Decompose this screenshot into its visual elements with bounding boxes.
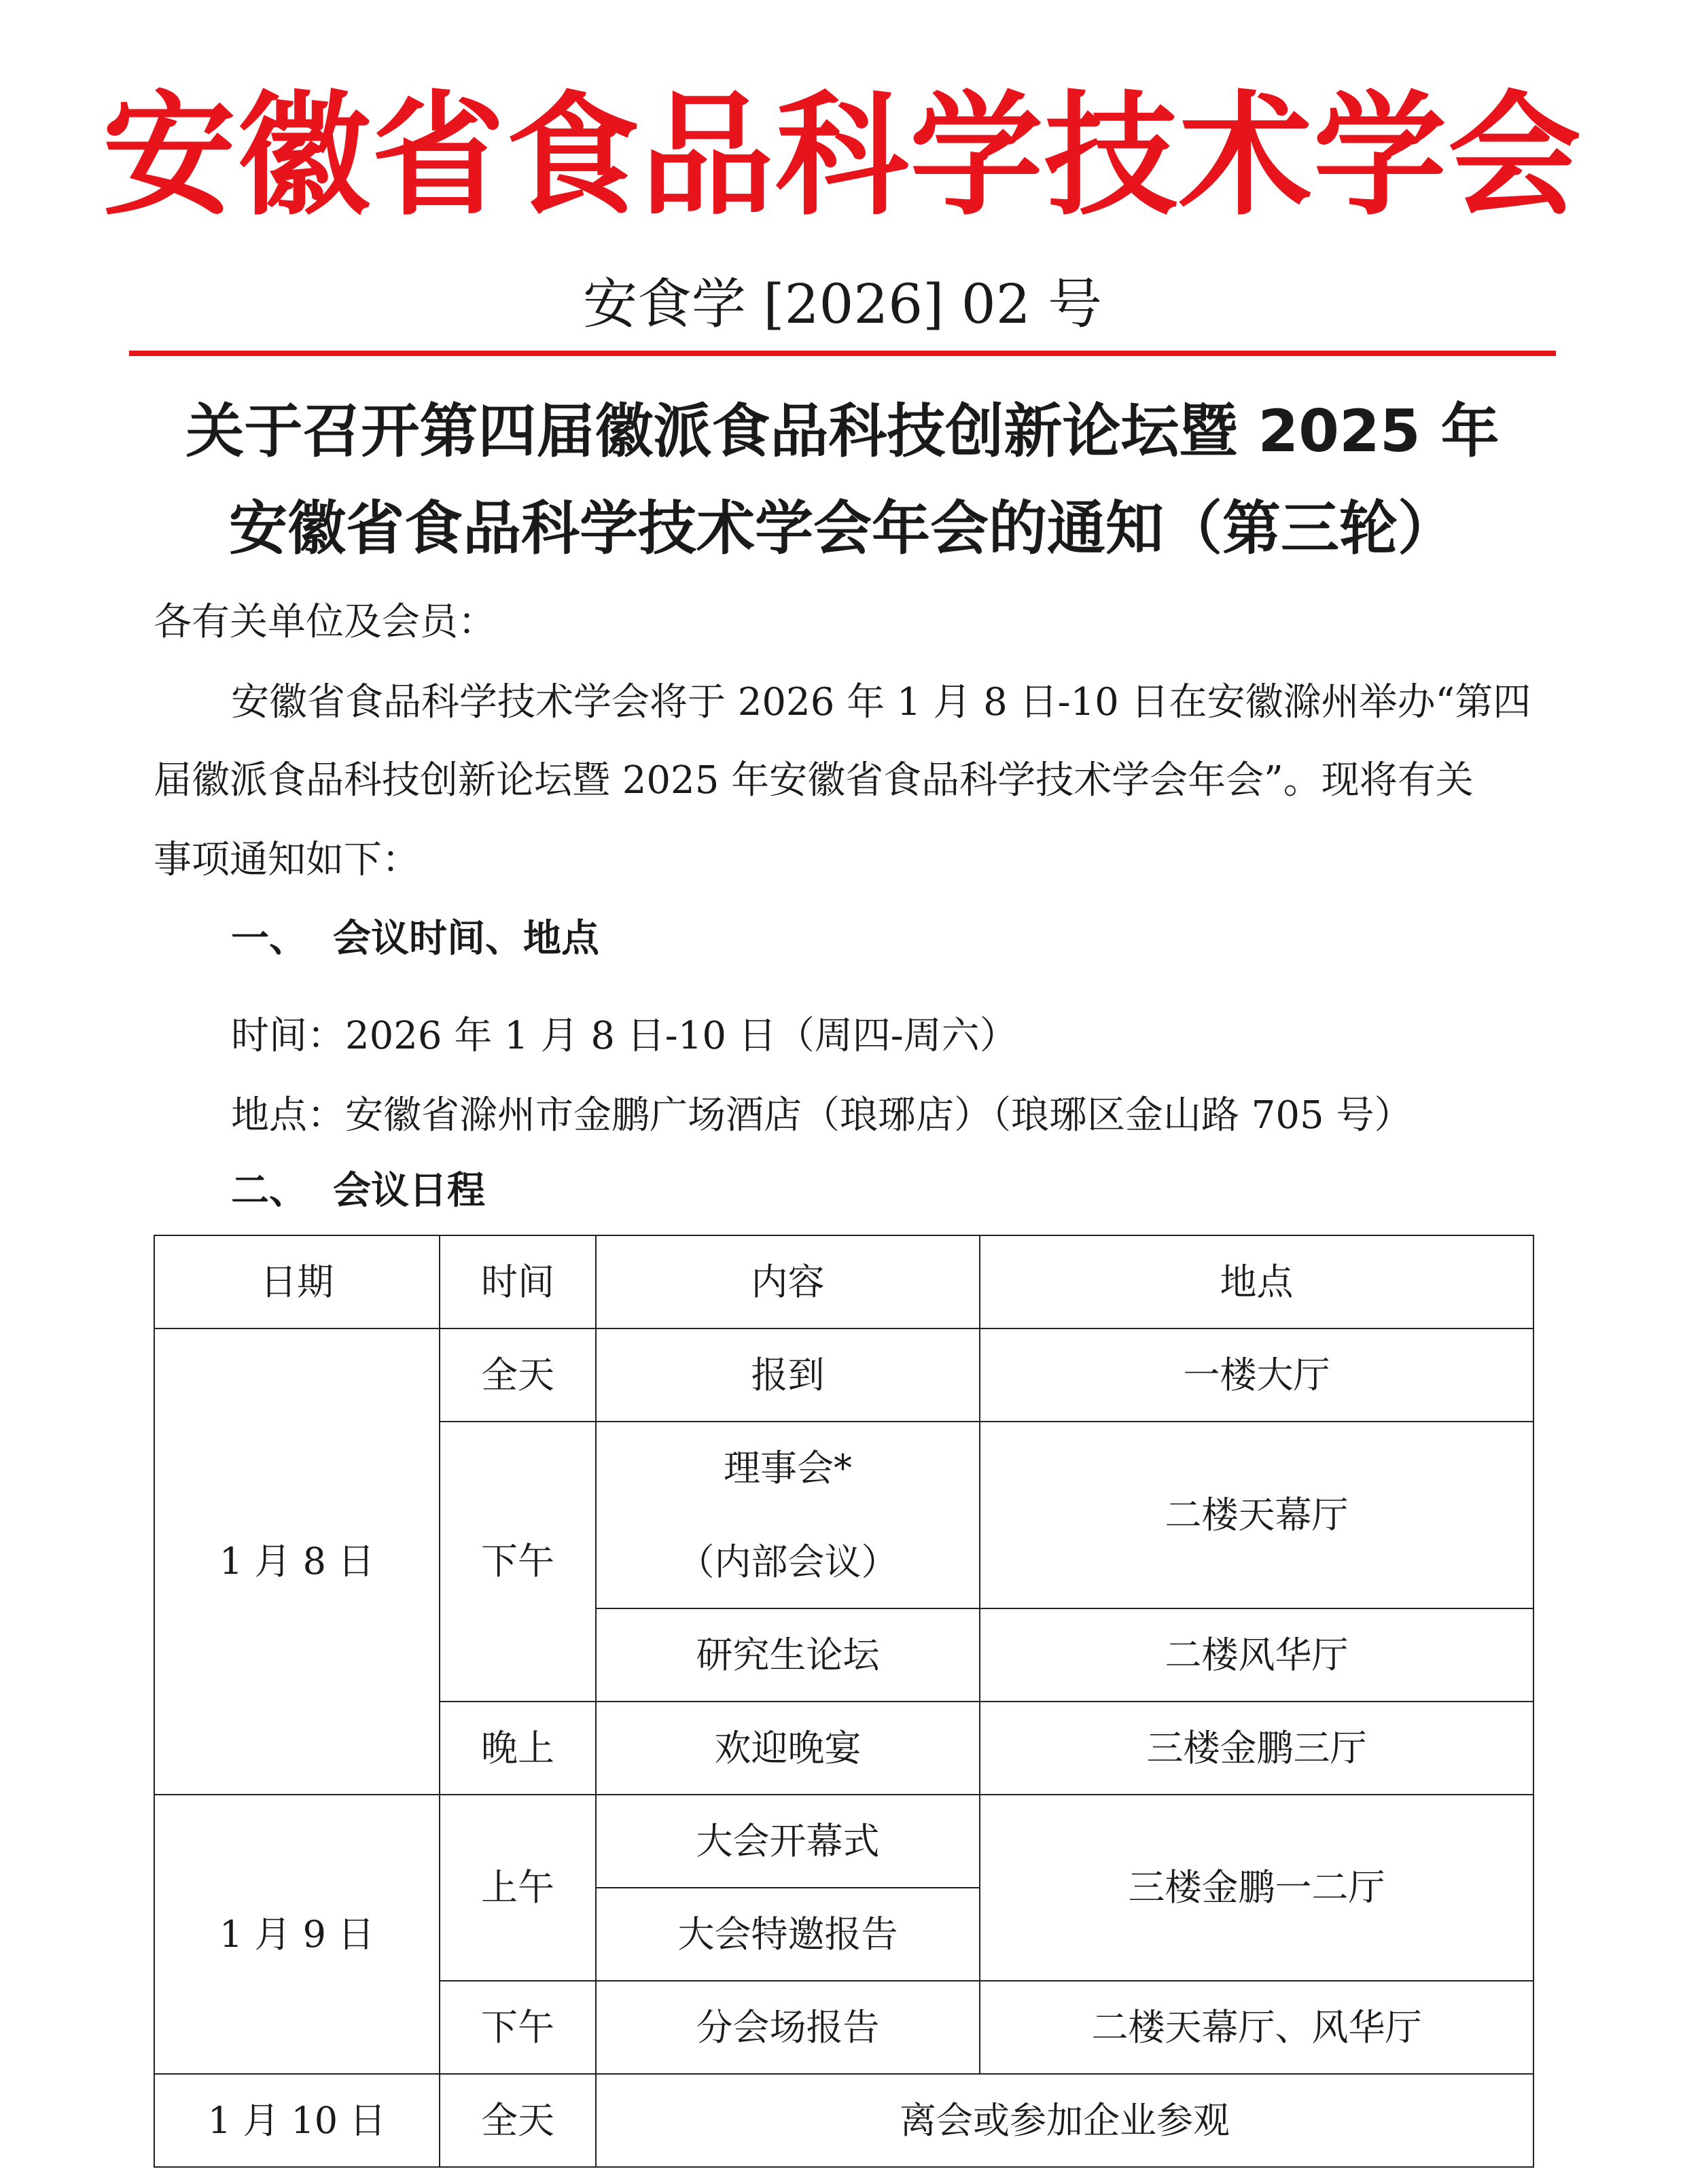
location-cell: 二楼风华厅 <box>980 1608 1533 1702</box>
section-heading-1 <box>231 915 1533 964</box>
location-cell: 二楼天幕厅 <box>980 1422 1533 1608</box>
content-cell: 大会开幕式 <box>596 1795 980 1888</box>
section-number: 二、 <box>231 1169 307 1213</box>
time-cell: 下午 <box>440 1422 596 1702</box>
header-content: 内容 <box>596 1235 980 1328</box>
time-cell: 下午 <box>440 1981 596 2074</box>
location-cell: 三楼金鹏一二厅 <box>980 1795 1533 1981</box>
salutation: 各有关单位及会员： <box>154 600 496 644</box>
header-location: 地点 <box>980 1235 1533 1328</box>
header-time: 时间 <box>440 1235 596 1328</box>
table-row <box>154 1328 1533 1422</box>
table-header-row <box>154 1235 1533 1328</box>
table-row <box>154 1795 1533 1888</box>
location-cell: 三楼金鹏三厅 <box>980 1702 1533 1795</box>
content-cell: 研究生论坛 <box>596 1608 980 1702</box>
location-cell: 一楼大厅 <box>980 1328 1533 1422</box>
meeting-place: 地点：安徽省滁州市金鹏广场酒店（琅琊店）（琅琊区金山路 705 号） <box>231 1093 1413 1138</box>
notice-title-line-2: 安徽省食品科学技术学会年会的通知（第三轮） <box>229 495 1456 563</box>
council-note: （内部会议） <box>677 1540 898 1583</box>
date-cell: 1 月 10 日 <box>154 2074 440 2167</box>
time-cell: 全天 <box>440 2074 596 2167</box>
location-cell: 二楼天幕厅、风华厅 <box>980 1981 1533 2074</box>
section-number: 一、 <box>231 917 307 961</box>
notice-title-line-1: 关于召开第四届徽派食品科技创新论坛暨 2025 年 <box>185 398 1500 465</box>
table-row <box>154 2074 1533 2167</box>
content-cell: 报到 <box>596 1328 980 1422</box>
date-cell: 1 月 9 日 <box>154 1795 440 2074</box>
content-cell: 大会特邀报告 <box>596 1888 980 1981</box>
intro-line-1: 安徽省食品科学技术学会将于 2026 年 1 月 8 日-10 日在安徽滁州举办“第四 <box>231 680 1531 724</box>
section-title: 会议日程 <box>333 1169 485 1213</box>
schedule-table <box>154 1235 1534 2168</box>
time-cell: 上午 <box>440 1795 596 1981</box>
content-cell: 离会或参加企业参观 <box>596 2074 1533 2167</box>
document-number: 安食学 [2026] 02 号 <box>582 272 1103 336</box>
date-cell: 1 月 8 日 <box>154 1328 440 1795</box>
red-divider-line <box>129 351 1556 356</box>
section-title: 会议时间、地点 <box>333 917 599 961</box>
time-cell: 全天 <box>440 1328 596 1422</box>
council-label: 理事会* <box>724 1446 852 1490</box>
intro-line-2: 届徽派食品科技创新论坛暨 2025 年安徽省食品科学技术学会年会”。现将有关 <box>154 758 1474 803</box>
org-masthead: 安徽省食品科学技术学会 <box>102 79 1582 234</box>
section-heading-2 <box>231 1167 1533 1216</box>
meeting-time: 时间：2026 年 1 月 8 日-10 日（周四-周六） <box>231 1014 1018 1058</box>
header-date: 日期 <box>154 1235 440 1328</box>
intro-line-3: 事项通知如下： <box>154 838 420 882</box>
content-cell <box>596 1422 980 1608</box>
time-cell: 晚上 <box>440 1702 596 1795</box>
content-cell: 欢迎晚宴 <box>596 1702 980 1795</box>
content-cell: 分会场报告 <box>596 1981 980 2074</box>
